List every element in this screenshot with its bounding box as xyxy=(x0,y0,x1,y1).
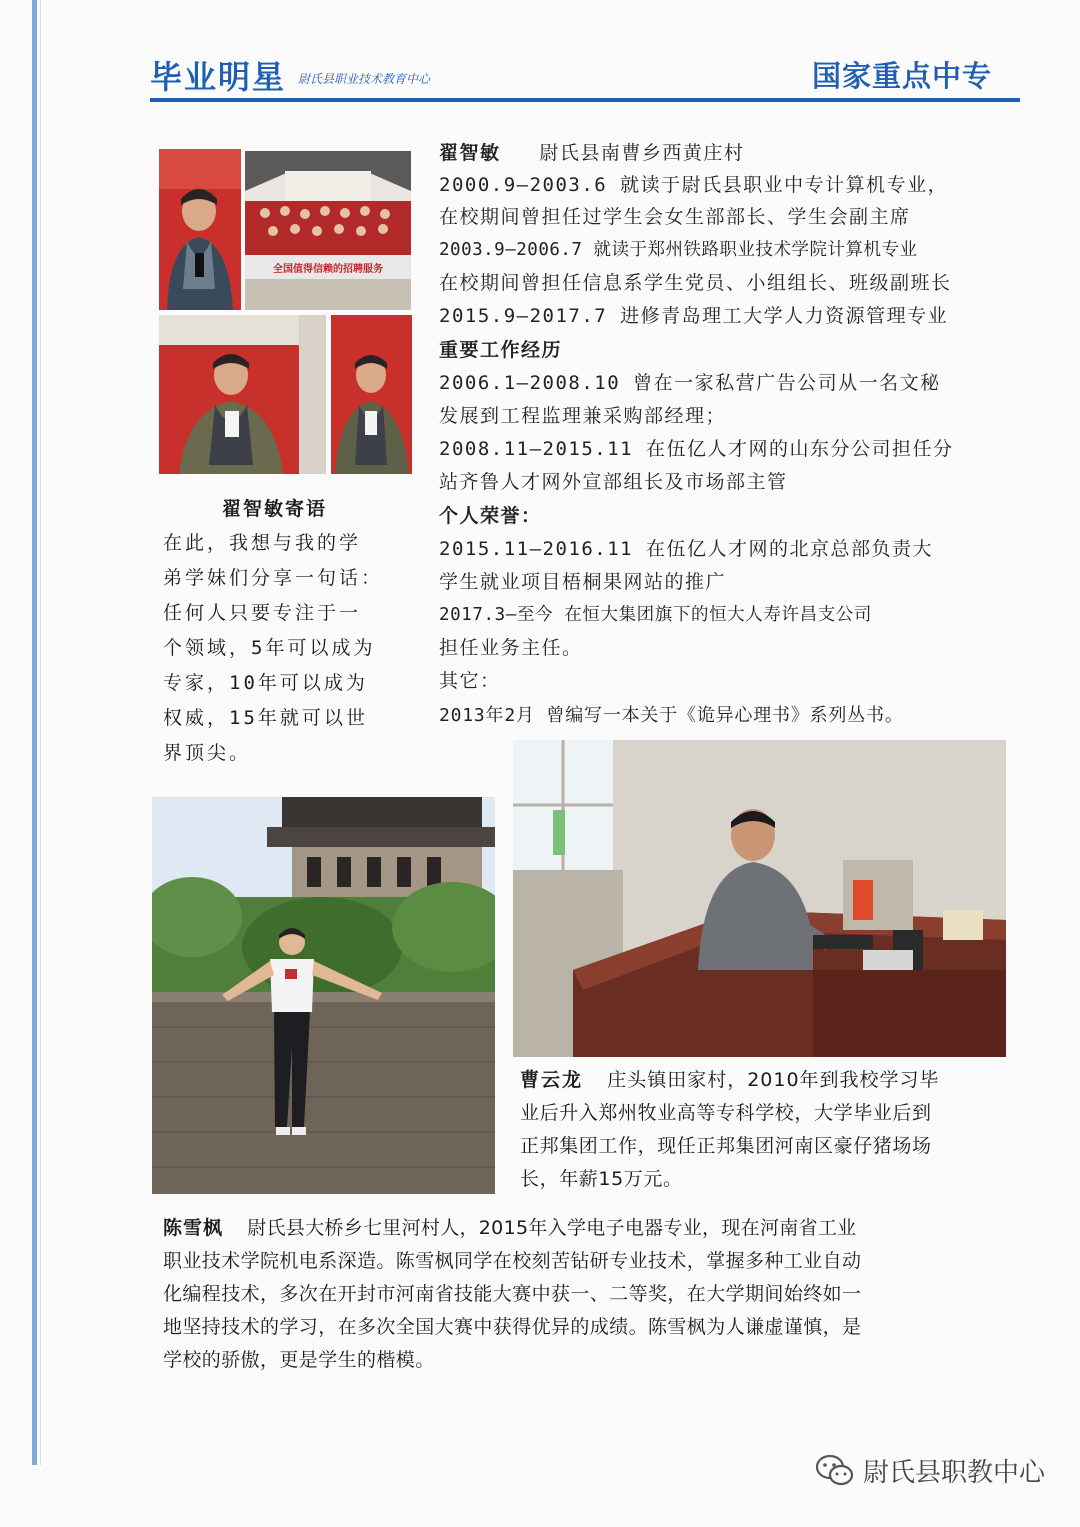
profile2-first-line xyxy=(520,1064,940,1097)
binding-line xyxy=(40,0,41,1465)
profile3-line: 地坚持技术的学习，在多次全国大赛中获得优异的成绩。陈雪枫为人谦虚谨慎，是 xyxy=(163,1316,862,1338)
quote-line: 权威，15年就可以世 xyxy=(163,707,368,729)
photo-cao-yunlong xyxy=(513,740,1006,1057)
work-line: 站齐鲁人才网外宣部组长及市场部主管 xyxy=(439,471,788,493)
profile2-line: 正邦集团工作，现任正邦集团河南区豪仔猪场场 xyxy=(520,1135,932,1157)
profile3-line: 化编程技术，多次在开封市河南省技能大赛中获一、二等奖，在大学期间始终如一 xyxy=(163,1283,862,1305)
quote-line: 弟学妹们分享一句话： xyxy=(163,567,384,589)
quote-title: 翟智敏寄语 xyxy=(222,498,328,520)
profile3-text xyxy=(163,1212,861,1377)
profile2-name: 曹云龙 xyxy=(520,1069,584,1091)
photo-zhai-interview-2 xyxy=(331,315,412,474)
profile1-line: 在校期间曾担任信息系学生党员、小组组长、班级副班长 xyxy=(439,272,952,294)
profile3-first-line xyxy=(163,1212,861,1245)
section-title: 毕业明星 xyxy=(150,58,287,96)
honor-line: 担任业务主任。 xyxy=(439,637,583,659)
work-line: 2008.11—2015.11 在伍亿人才网的山东分公司担任分 xyxy=(439,438,954,460)
profile1-line: 2000.9—2003.6 就读于尉氏县职业中专计算机专业， xyxy=(439,174,949,196)
profile2-line: 长，年薪15万元。 xyxy=(520,1168,683,1190)
banner-text: 全国值得信赖的招聘服务 xyxy=(273,264,383,275)
honor-line: 2015.11—2016.11 在伍亿人才网的北京总部负责大 xyxy=(439,538,934,560)
photo-zhai-interview-1 xyxy=(159,315,326,474)
honor-heading: 个人荣誉： xyxy=(439,505,542,527)
photo-zhai-portrait xyxy=(159,149,241,310)
watermark-text: 尉氏县职教中心 xyxy=(863,1458,1046,1488)
header-divider xyxy=(150,98,1020,102)
quote-line: 在此，我想与我的学 xyxy=(163,532,362,554)
profile1-header-line xyxy=(439,137,744,170)
quote-line: 专家，10年可以成为 xyxy=(163,672,368,694)
school-rank-title: 国家重点中专 xyxy=(812,59,993,93)
other-line: 2013年2月 曾编写一本关于《诡异心理书》系列丛书。 xyxy=(439,705,904,726)
photo-group xyxy=(245,151,411,310)
work-line: 2006.1—2008.10 曾在一家私营广告公司从一名文秘 xyxy=(439,372,941,394)
profile1-line: 2003.9—2006.7 就读于郑州铁路职业技术学院计算机专业 xyxy=(439,240,918,260)
profile1-name: 翟智敏 xyxy=(439,142,501,164)
profile1-hometown: 尉氏县南曹乡西黄庄村 xyxy=(539,142,745,164)
profile3-line: 尉氏县大桥乡七里河村人，2015年入学电子电器专业，现在河南省工业 xyxy=(247,1217,857,1239)
quote-body xyxy=(163,526,403,771)
wechat-icon xyxy=(815,1454,855,1488)
profile3-line: 学校的骄傲，更是学生的楷模。 xyxy=(163,1349,435,1371)
honor-line: 2017.3—至今 在恒大集团旗下的恒大人寿许昌支公司 xyxy=(439,605,872,625)
profile2-text xyxy=(520,1064,940,1196)
profile3-line: 职业技术学院机电系深造。陈雪枫同学在校刻苦钻研专业技术，掌握多种工业自动 xyxy=(163,1250,862,1272)
quote-line: 任何人只要专注于一 xyxy=(163,602,362,624)
work-heading: 重要工作经历 xyxy=(439,339,563,361)
account-watermark xyxy=(815,1452,1045,1489)
binding-strip xyxy=(32,0,37,1465)
honor-line: 学生就业项目梧桐果网站的推广 xyxy=(439,571,727,593)
profile1-line: 2015.9—2017.7 进修青岛理工大学人力资源管理专业 xyxy=(439,305,949,327)
school-name: 尉氏县职业技术教育中心 xyxy=(298,72,431,86)
quote-line: 个领域，5年可以成为 xyxy=(163,637,376,659)
work-line: 发展到工程监理兼采购部经理； xyxy=(439,405,727,427)
profile2-line: 业后升入郑州牧业高等专科学校，大学毕业后到 xyxy=(520,1102,932,1124)
other-heading: 其它： xyxy=(439,670,501,692)
quote-line: 界顶尖。 xyxy=(163,742,252,764)
profile2-line: 庄头镇田家村，2010年到我校学习毕 xyxy=(607,1069,940,1091)
profile1-line: 在校期间曾担任过学生会女生部部长、学生会副主席 xyxy=(439,206,911,228)
profile3-name: 陈雪枫 xyxy=(163,1217,224,1239)
photo-chen-xuefeng xyxy=(152,797,495,1194)
